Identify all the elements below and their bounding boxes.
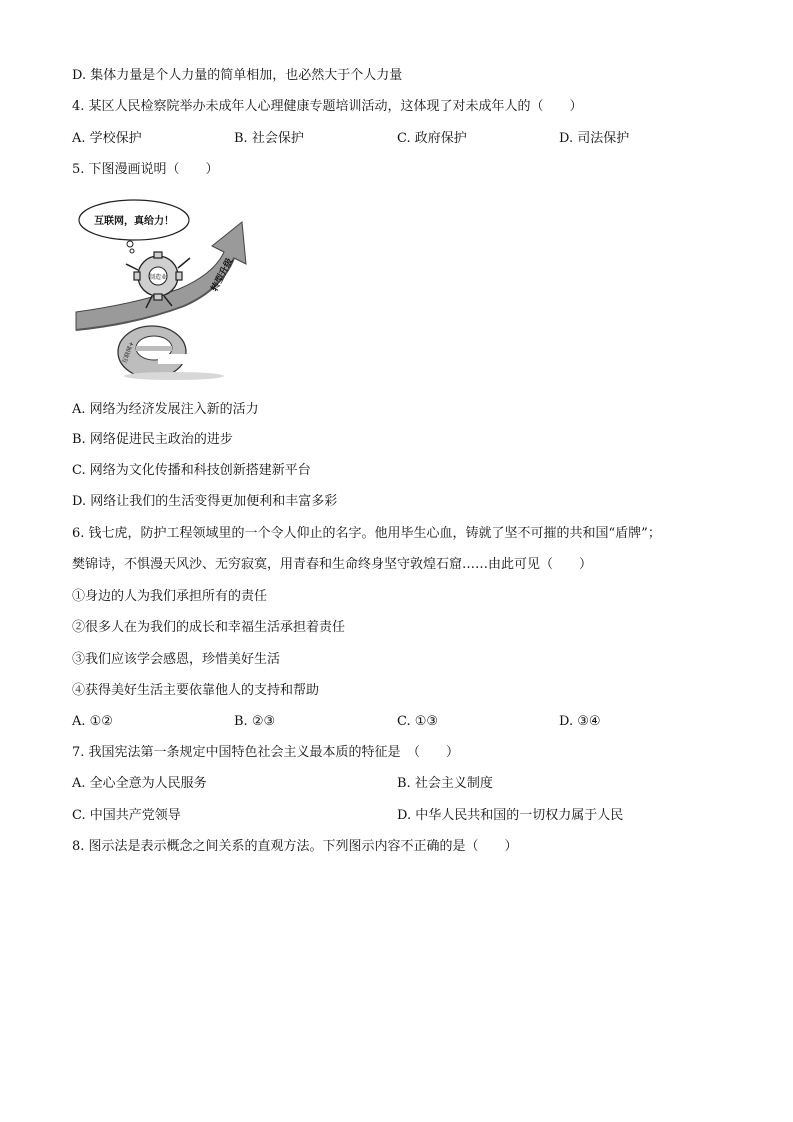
speech-bubble (79, 200, 189, 253)
q4-option-b: B. 社会保护 (234, 131, 304, 146)
q5-option-d: D. 网络让我们的生活变得更加便利和丰富多彩 (72, 494, 338, 509)
figure-label: 制造业 (148, 274, 168, 281)
q3-option-d: D. 集体力量是个人力量的简单相加，也必然大于个人力量 (72, 68, 403, 83)
q7-option-b: B. 社会主义制度 (397, 776, 493, 791)
q5-option-a: A. 网络为经济发展注入新的活力 (72, 402, 259, 417)
internet-e-icon (118, 326, 224, 380)
q7-option-d: D. 中华人民共和国的一切权力属于人民 (397, 808, 624, 823)
q6-statement-1: ①身边的人为我们承担所有的责任 (72, 589, 268, 604)
arrow-label: 转型升级 (209, 256, 236, 294)
q4-stem: 4. 某区人民检察院举办未成年人心理健康专题培训活动，这体现了对未成年人的（ ） (72, 99, 583, 114)
q6-option-a: A. ①② (72, 714, 113, 729)
q7-stem: 7. 我国宪法第一条规定中国特色社会主义最本质的特征是 （ ） (72, 745, 460, 760)
q5-cartoon (74, 194, 260, 384)
q6-stem-line2: 樊锦诗，不惧漫天风沙、无穷寂寞，用青春和生命终身坚守敦煌石窟……由此可见（ ） (72, 557, 593, 572)
q6-stem-line1: 6. 钱七虎，防护工程领域里的一个令人仰止的名字。他用毕生心血，铸就了坚不可摧的共和国“盾牌”； (72, 526, 661, 541)
q5-option-c: C. 网络为文化传播和科技创新搭建新平台 (72, 463, 311, 478)
q5-stem: 5. 下图漫画说明（ ） (72, 162, 219, 177)
q6-statement-2: ②很多人在为我们的成长和幸福生活承担着责任 (72, 620, 346, 635)
q6-statement-3: ③我们应该学会感恩，珍惜美好生活 (72, 652, 281, 667)
q6-statement-4: ④获得美好生活主要依靠他人的支持和帮助 (72, 683, 320, 698)
q8-stem: 8. 图示法是表示概念之间关系的直观方法。下列图示内容不正确的是（ ） (72, 839, 518, 854)
speech-text: 互联网，真给力！ (94, 216, 174, 227)
q4-option-c: C. 政府保护 (397, 131, 467, 146)
q6-option-d: D. ③④ (559, 714, 601, 729)
q5-option-b: B. 网络促进民主政治的进步 (72, 432, 233, 447)
q4-option-a: A. 学校保护 (72, 131, 142, 146)
q6-option-b: B. ②③ (234, 714, 276, 729)
q4-option-d: D. 司法保护 (559, 131, 630, 146)
q7-option-c: C. 中国共产党领导 (72, 808, 181, 823)
e-label: 互联网+ (121, 340, 136, 365)
q7-option-a: A. 全心全意为人民服务 (72, 776, 207, 791)
q6-option-c: C. ①③ (397, 714, 439, 729)
